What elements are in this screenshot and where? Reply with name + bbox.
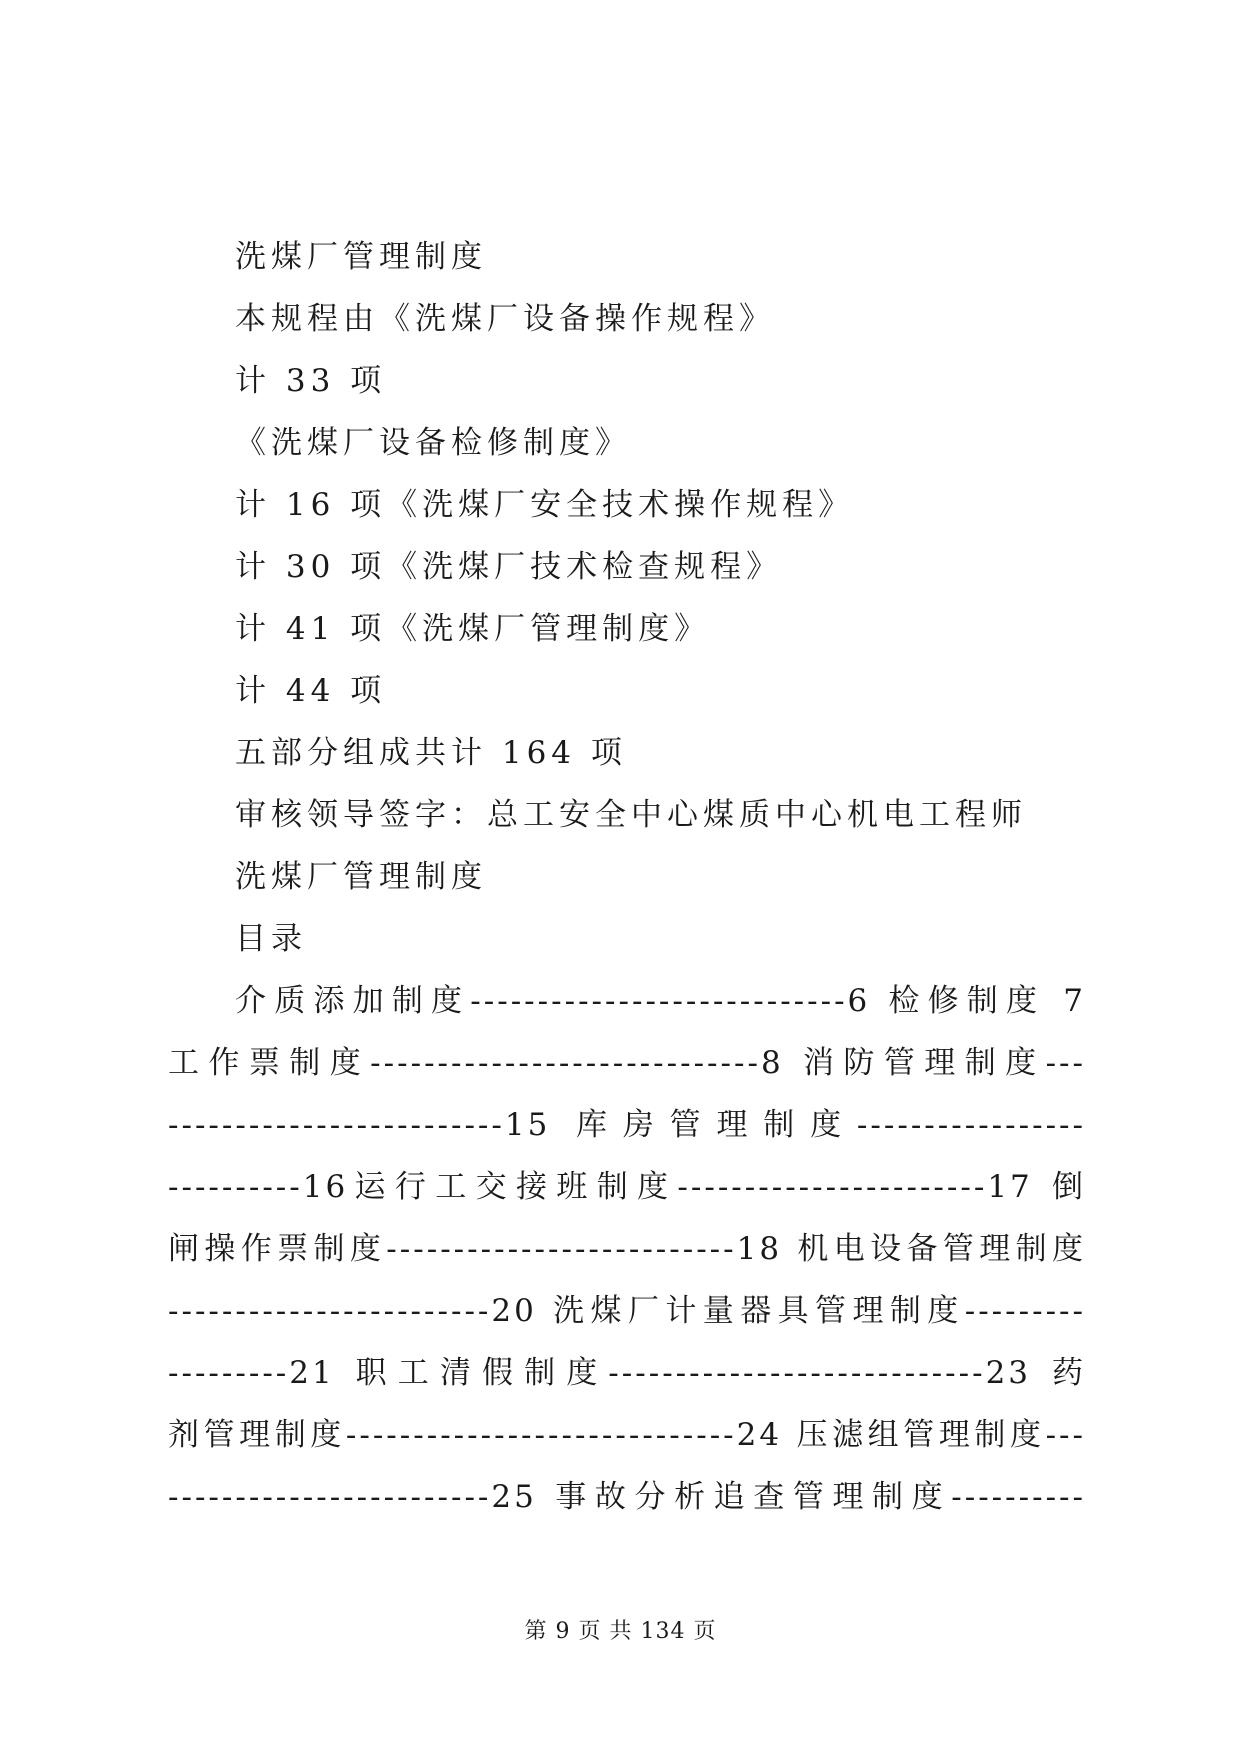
toc-line: 闸操作票制度--------------------------18 机电设备管理制度: [168, 1231, 1086, 1267]
body-line: 计 30 项《洗煤厂技术检查规程》: [235, 549, 783, 585]
toc-line: 介质添加制度----------------------------6 检修制度 7: [235, 983, 1086, 1019]
toc-line: 工作票制度-----------------------------8 消防管理制度---: [168, 1045, 1086, 1081]
page-footer: 第 9 页 共 134 页: [524, 1619, 717, 1644]
body-line: 计 33 项: [235, 363, 387, 399]
section-title: 洗煤厂管理制度: [235, 859, 487, 895]
doc-title: 洗煤厂管理制度: [235, 239, 487, 275]
body-line: 本规程由《洗煤厂设备操作规程》: [235, 301, 775, 337]
body-line: 计 44 项: [235, 673, 387, 709]
toc-line: ------------------------20 洗煤厂计量器具管理制度---------: [168, 1293, 1086, 1329]
body-line: 五部分组成共计 164 项: [235, 735, 627, 771]
toc-line: ----------16运行工交接班制度-----------------------17 倒: [168, 1169, 1086, 1205]
toc-heading: 目录: [235, 921, 307, 957]
body-line: 《洗煤厂设备检修制度》: [235, 425, 631, 461]
body-line: 计 41 项《洗煤厂管理制度》: [235, 611, 711, 647]
body-line: 计 16 项《洗煤厂安全技术操作规程》: [235, 487, 855, 523]
toc-line: 剂管理制度-----------------------------24 压滤组管理制度---: [168, 1417, 1086, 1453]
toc-line: ---------21 职工清假制度----------------------------23 药: [168, 1355, 1086, 1391]
toc-line: -------------------------15 库房管理制度-----------------: [168, 1107, 1086, 1143]
approval-signature-line: 审核领导签字：总工安全中心煤质中心机电工程师: [235, 797, 1027, 833]
toc-line: ------------------------25 事故分析追查管理制度----------: [168, 1479, 1086, 1515]
